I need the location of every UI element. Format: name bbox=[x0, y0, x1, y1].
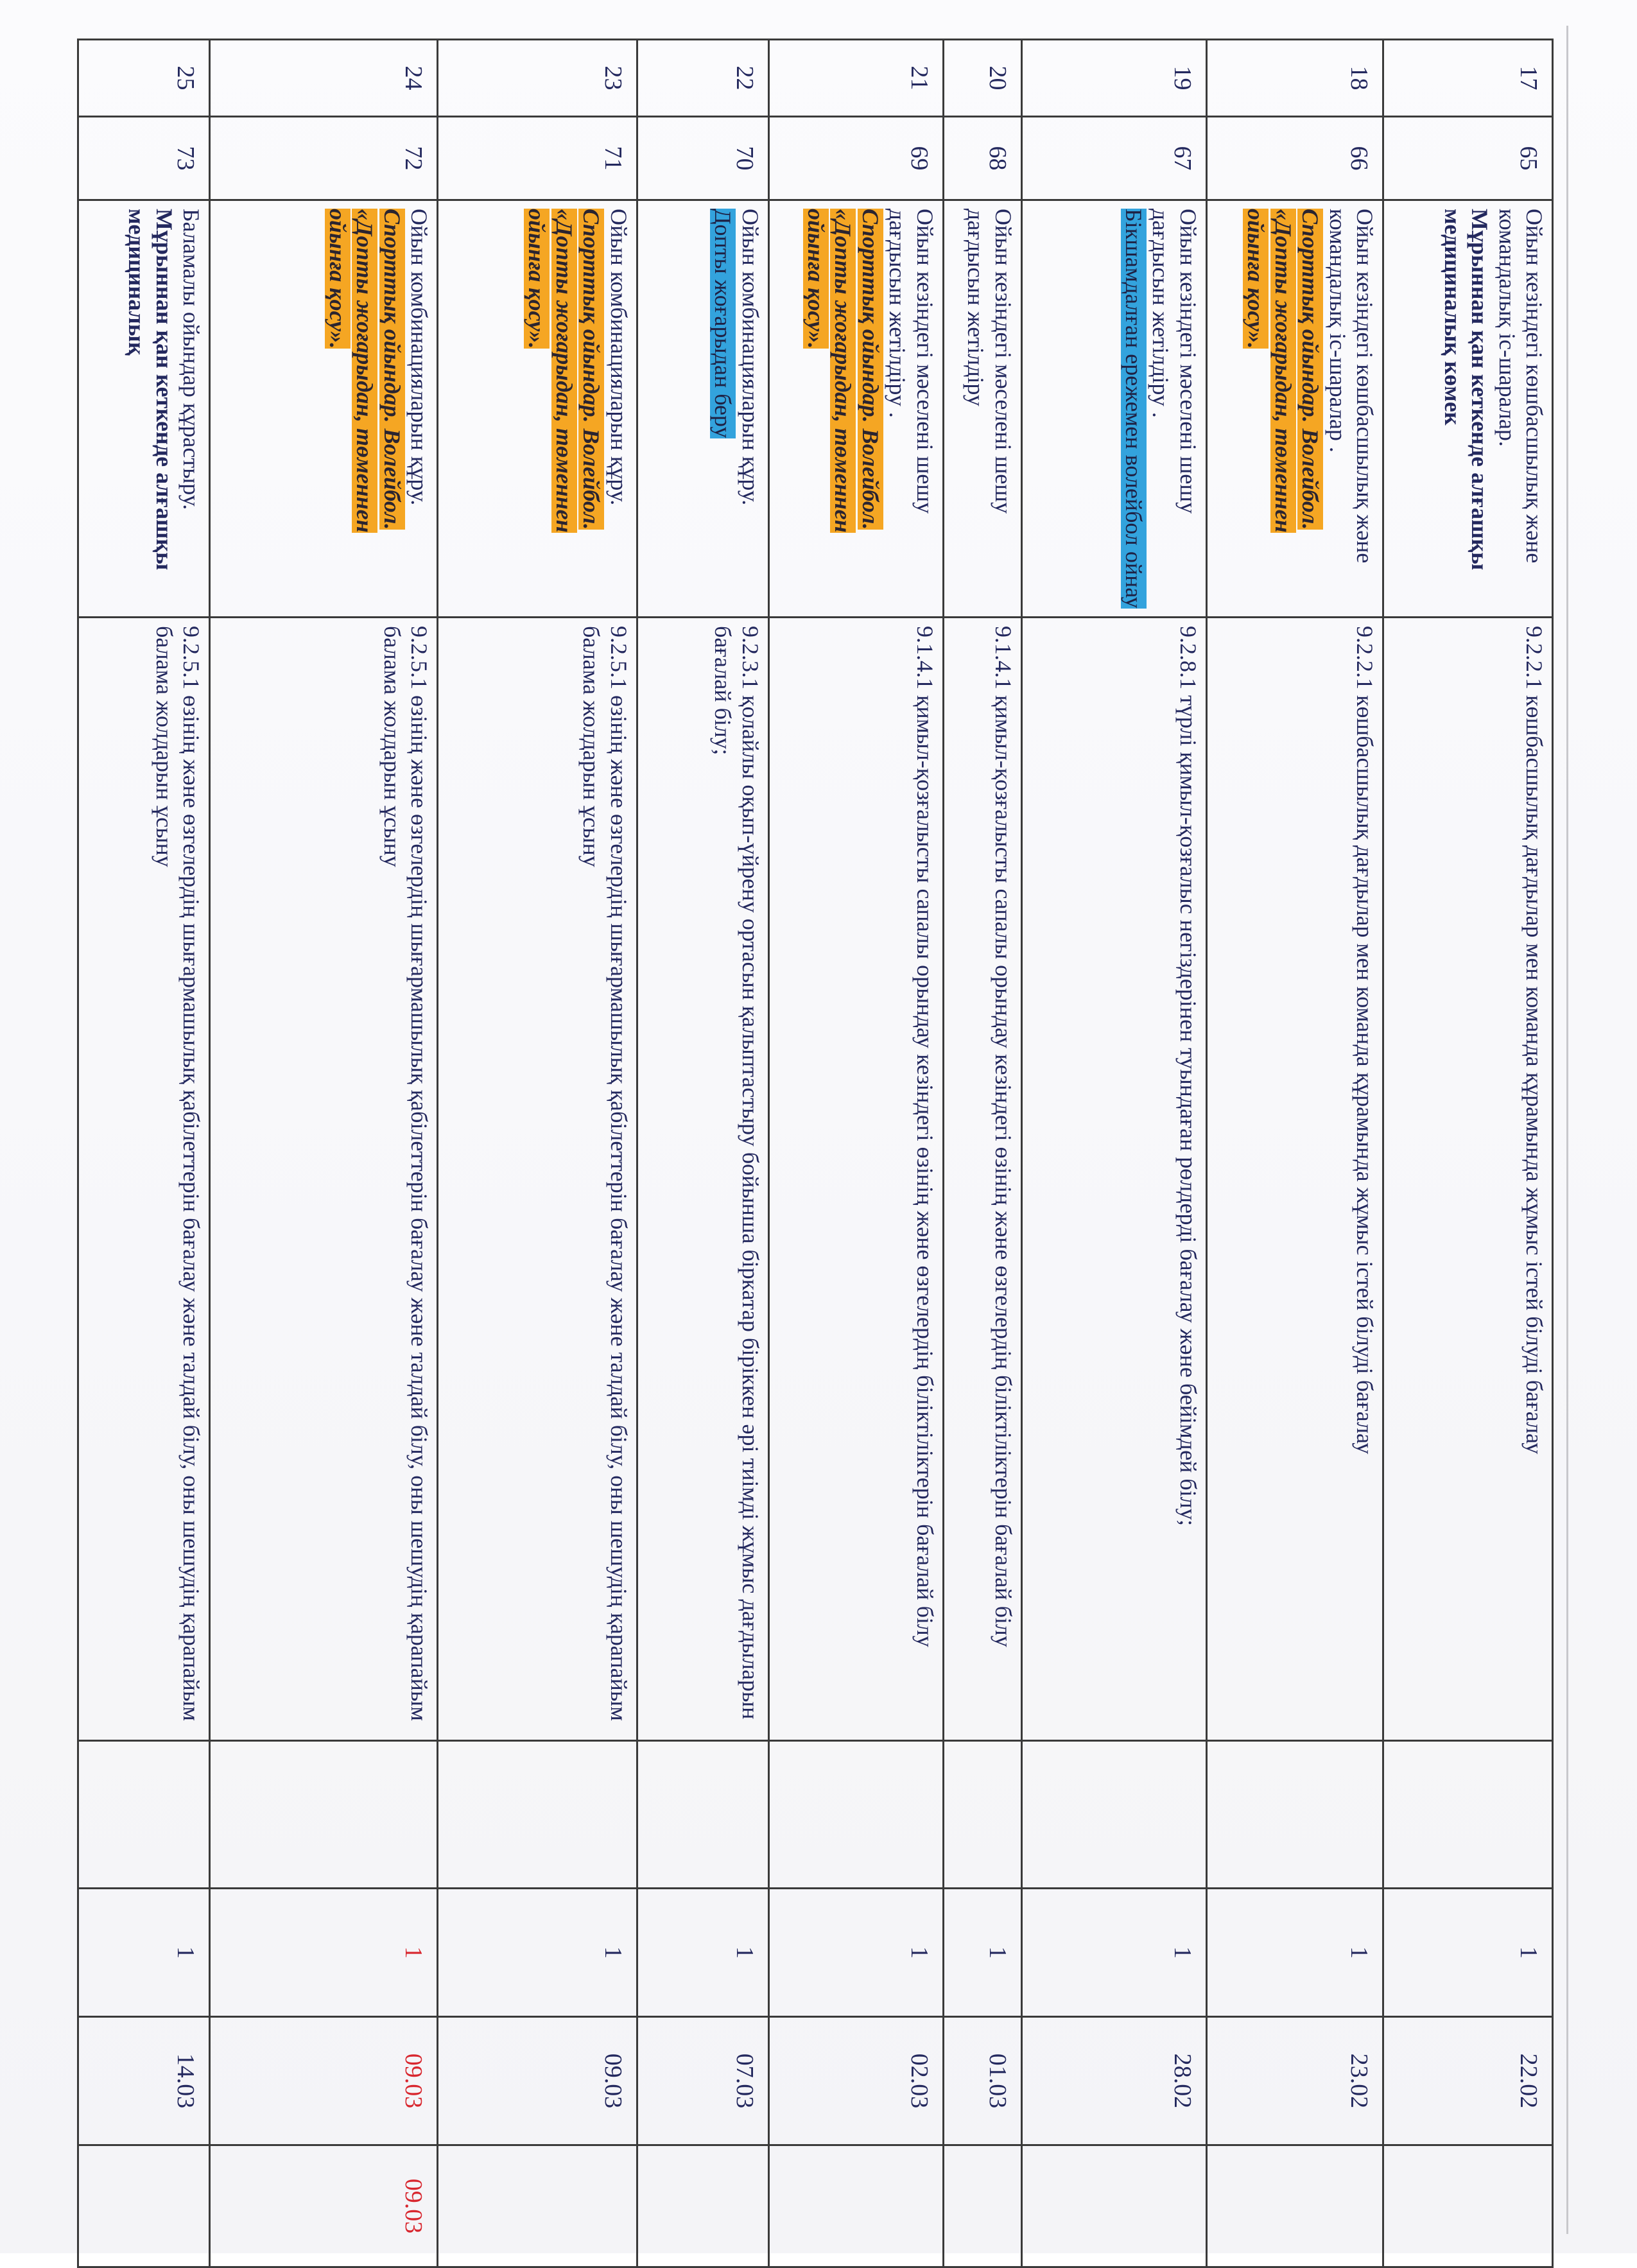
table-row bbox=[438, 40, 637, 2267]
actual-date-cell bbox=[78, 2145, 210, 2267]
row-number: 17 bbox=[1383, 40, 1553, 117]
topic-text: Баламалы ойындар құрастыру. bbox=[178, 209, 205, 510]
empty-cell bbox=[637, 1741, 768, 1889]
row-number: 21 bbox=[768, 40, 943, 117]
table-row bbox=[637, 40, 768, 2267]
table-row bbox=[1383, 40, 1553, 2267]
table-row bbox=[1206, 40, 1383, 2267]
row-number: 20 bbox=[943, 40, 1021, 117]
row-number: 19 bbox=[1021, 40, 1206, 117]
hours-cell: 1 bbox=[210, 1889, 438, 2017]
actual-date-cell bbox=[768, 2145, 943, 2267]
objective-cell: 9.2.2.1 көшбасшылық дағдылар мен команда құрамында жұмыс істей білуді бағалау bbox=[1206, 618, 1383, 1741]
topic-highlight-blue: Допты жоғарыдан беру bbox=[710, 209, 736, 438]
date-cell: 23.02 bbox=[1206, 2017, 1383, 2145]
objective-cell: 9.1.4.1 қимыл-қозғалысты сапалы орындау кезіндегі өзінің және өзгелердің біліктіліктерін бағалай білу bbox=[943, 618, 1021, 1741]
topic-first-aid: Мұрыннан қан кеткенде алғашқы медициналық bbox=[124, 209, 177, 571]
topic-highlight-orange: Спорттық ойындар. Волейбол. «Допты жоғарыдан, төменнен ойынға қосу». bbox=[802, 209, 883, 533]
lesson-number: 72 bbox=[210, 117, 438, 200]
lesson-number: 68 bbox=[943, 117, 1021, 200]
objective-cell: 9.2.5.1 өзінің және өзгелердің шығармашылық қабілеттерін бағалау және талдай білу, оны шешудің қарапайым балама жолдарын ұсыну bbox=[78, 618, 210, 1741]
topic-cell bbox=[637, 200, 768, 618]
date-cell: 22.02 bbox=[1383, 2017, 1553, 2145]
actual-date-cell bbox=[1383, 2145, 1553, 2267]
topic-text: Ойын кезіндегі көшбасшылық және командалық іс-шаралар. bbox=[1494, 209, 1547, 564]
rotated-table-wrapper bbox=[77, 39, 1554, 2266]
topic-cell bbox=[1383, 200, 1553, 618]
topic-highlight-blue: Бікшамдалған ережемен волейбол ойнау bbox=[1121, 209, 1147, 609]
table-row bbox=[78, 40, 210, 2267]
objective-cell: 9.2.5.1 өзінің және өзгелердің шығармашылық қабілеттерін бағалау және талдай білу, оны шешудің қарапайым балама жолдарын ұсыну bbox=[210, 618, 438, 1741]
empty-cell bbox=[943, 1741, 1021, 1889]
row-number: 23 bbox=[438, 40, 637, 117]
empty-cell bbox=[1021, 1741, 1206, 1889]
lesson-number: 70 bbox=[637, 117, 768, 200]
topic-text: Ойын кезіндегі көшбасшылық және командалық іс-шаралар . bbox=[1324, 209, 1378, 564]
date-cell: 28.02 bbox=[1021, 2017, 1206, 2145]
topic-cell bbox=[78, 200, 210, 618]
hours-cell: 1 bbox=[438, 1889, 637, 2017]
empty-cell bbox=[78, 1741, 210, 1889]
actual-date-cell bbox=[438, 2145, 637, 2267]
table-row bbox=[768, 40, 943, 2267]
date-cell: 14.03 bbox=[78, 2017, 210, 2145]
row-number: 25 bbox=[78, 40, 210, 117]
hours-cell: 1 bbox=[1383, 1889, 1553, 2017]
topic-text: Ойын кезіндегі мәселені шешу дағдысын жетілдіру bbox=[963, 209, 1016, 514]
objective-cell: 9.2.8.1 түрлі қимыл-қозғалыс негіздерінен туындаған рөлдерді бағалау және бейімдей білу; bbox=[1021, 618, 1206, 1741]
topic-cell bbox=[768, 200, 943, 618]
topic-first-aid: Мұрыннан қан кеткенде алғашқы медициналық көмек bbox=[1439, 209, 1493, 571]
lesson-plan-table bbox=[77, 39, 1554, 2268]
row-number: 22 bbox=[637, 40, 768, 117]
hours-cell: 1 bbox=[768, 1889, 943, 2017]
topic-text: Ойын кезіндегі мәселені шешу дағдысын жетілдіру . bbox=[1148, 209, 1201, 514]
topic-text: Ойын комбинацияларын құру. bbox=[605, 209, 632, 506]
lesson-number: 67 bbox=[1021, 117, 1206, 200]
empty-cell bbox=[1206, 1741, 1383, 1889]
date-cell: 07.03 bbox=[637, 2017, 768, 2145]
table-row bbox=[1021, 40, 1206, 2267]
date-cell: 09.03 bbox=[210, 2017, 438, 2145]
objective-cell: 9.1.4.1 қимыл-қозғалысты сапалы орындау кезіндегі өзінің және өзгелердің біліктіліктерін бағалай білу bbox=[768, 618, 943, 1741]
empty-cell bbox=[768, 1741, 943, 1889]
topic-text: Ойын кезіндегі мәселені шешу дағдысын жетілдіру . bbox=[885, 209, 938, 514]
lesson-number: 71 bbox=[438, 117, 637, 200]
row-number: 18 bbox=[1206, 40, 1383, 117]
actual-date-cell bbox=[943, 2145, 1021, 2267]
topic-highlight-orange: Спорттық ойындар. Волейбол. «Допты жоғарыдан, төменнен ойынға қосу». bbox=[324, 209, 405, 533]
page-edge bbox=[1566, 26, 1568, 2234]
objective-cell: 9.2.3.1 қолайлы оқып-үйрену ортасын қалыптастыру бойынша біркатар біріккен әрі тиімді жұмыс дағдыларын бағалай білу; bbox=[637, 618, 768, 1741]
hours-cell: 1 bbox=[78, 1889, 210, 2017]
topic-cell bbox=[1021, 200, 1206, 618]
topic-text: Ойын комбинацияларын құру. bbox=[406, 209, 433, 506]
topic-text: Ойын комбинацияларын құру. bbox=[737, 209, 763, 506]
lesson-number: 69 bbox=[768, 117, 943, 200]
topic-highlight-orange: Спорттық ойындар. Волейбол. «Допты жоғарыдан, төменнен ойынға қосу». bbox=[524, 209, 605, 533]
empty-cell bbox=[438, 1741, 637, 1889]
empty-cell bbox=[210, 1741, 438, 1889]
topic-cell bbox=[943, 200, 1021, 618]
hours-cell: 1 bbox=[1206, 1889, 1383, 2017]
objective-cell: 9.2.2.1 көшбасшылық дағдылар мен команда құрамында жұмыс істей білуді бағалау bbox=[1383, 618, 1553, 1741]
topic-cell bbox=[1206, 200, 1383, 618]
topic-cell bbox=[210, 200, 438, 618]
row-number: 24 bbox=[210, 40, 438, 117]
actual-date-cell: 09.03 bbox=[210, 2145, 438, 2267]
table-row bbox=[210, 40, 438, 2267]
actual-date-cell bbox=[1021, 2145, 1206, 2267]
lesson-number: 66 bbox=[1206, 117, 1383, 200]
actual-date-cell bbox=[1206, 2145, 1383, 2267]
hours-cell: 1 bbox=[1021, 1889, 1206, 2017]
date-cell: 02.03 bbox=[768, 2017, 943, 2145]
date-cell: 09.03 bbox=[438, 2017, 637, 2145]
objective-cell: 9.2.5.1 өзінің және өзгелердің шығармашылық қабілеттерін бағалау және талдай білу, оны шешудің қарапайым балама жолдарын ұсыну bbox=[438, 618, 637, 1741]
topic-cell bbox=[438, 200, 637, 618]
table-row bbox=[943, 40, 1021, 2267]
date-cell: 01.03 bbox=[943, 2017, 1021, 2145]
empty-cell bbox=[1383, 1741, 1553, 1889]
topic-highlight-orange: Спорттық ойындар. Волейбол. «Допты жоғарыдан, төменнен ойынға қосу». bbox=[1243, 209, 1324, 533]
lesson-number: 65 bbox=[1383, 117, 1553, 200]
hours-cell: 1 bbox=[943, 1889, 1021, 2017]
lesson-number: 73 bbox=[78, 117, 210, 200]
hours-cell: 1 bbox=[637, 1889, 768, 2017]
actual-date-cell bbox=[637, 2145, 768, 2267]
